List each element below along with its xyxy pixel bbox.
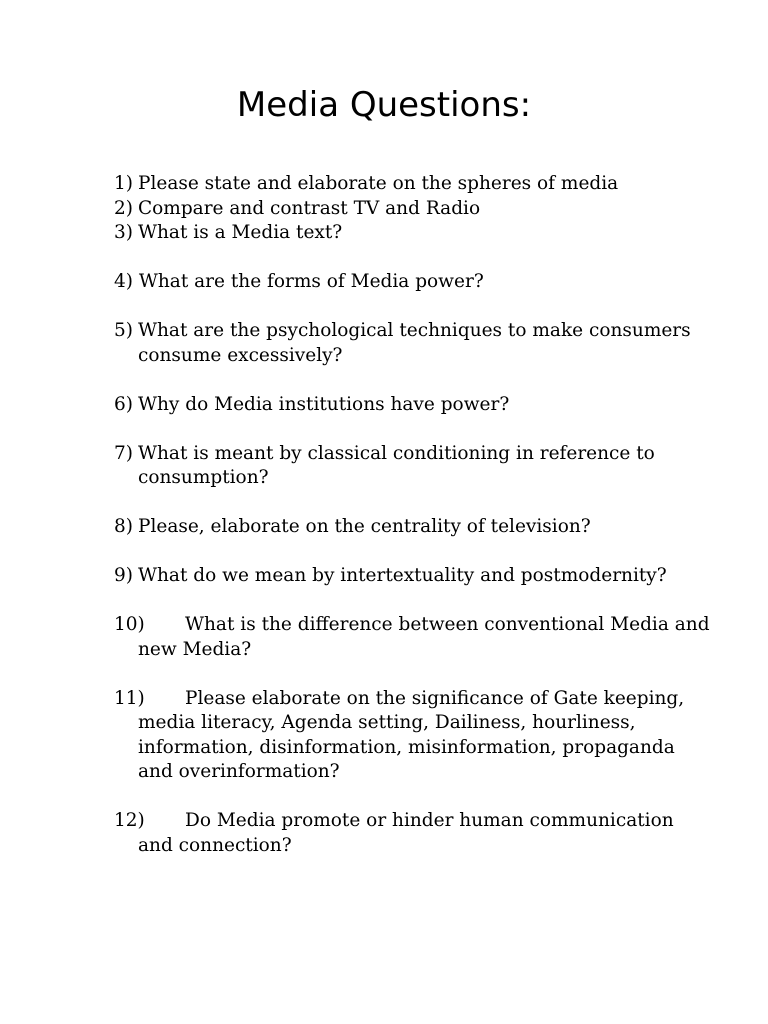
question-number: 3) xyxy=(114,222,133,243)
spacer xyxy=(114,491,714,516)
question-text: Compare and contrast TV and Radio xyxy=(138,197,481,219)
question-item-12 xyxy=(114,809,714,858)
question-list xyxy=(114,172,714,858)
question-number: 1) xyxy=(114,173,133,194)
question-text: Please, elaborate on the centrality of television? xyxy=(138,516,591,537)
question-text: Please elaborate on the significance of Gate keeping, media literacy, Agenda setting, Dailiness, hourliness, information, disinformation, misinformation, propaganda and overinformation? xyxy=(138,687,685,782)
spacer xyxy=(114,368,714,393)
question-item-2 xyxy=(114,197,714,222)
question-text: Do Media promote or hinder human communication and connection? xyxy=(138,810,674,856)
question-number: 8) xyxy=(114,516,133,537)
question-item-9 xyxy=(114,564,714,589)
question-number: 11) xyxy=(114,687,145,709)
question-text: What are the psychological techniques to make consumers consume excessively? xyxy=(138,320,691,366)
question-number: 10) xyxy=(114,614,145,635)
spacer xyxy=(114,662,714,687)
question-text: What is meant by classical conditioning in reference to consumption? xyxy=(138,442,655,488)
question-item-6 xyxy=(114,393,714,418)
spacer xyxy=(114,540,714,565)
question-text: Please state and elaborate on the spheres of media xyxy=(138,173,619,194)
spacer xyxy=(114,589,714,614)
question-number: 6) xyxy=(114,393,133,415)
question-item-10 xyxy=(114,613,714,662)
question-number: 4) xyxy=(114,271,133,292)
question-number: 12) xyxy=(114,810,145,831)
question-item-8 xyxy=(114,515,714,540)
question-item-3 xyxy=(114,221,714,246)
question-number: 7) xyxy=(114,442,133,464)
spacer xyxy=(114,785,714,810)
question-number: 9) xyxy=(114,565,133,586)
question-text: What do we mean by intertextuality and postmodernity? xyxy=(138,565,667,586)
spacer xyxy=(114,246,714,271)
question-item-7 xyxy=(114,442,714,491)
question-item-11 xyxy=(114,687,714,785)
question-item-1 xyxy=(114,172,714,197)
question-item-5 xyxy=(114,319,714,368)
question-text: What is the difference between conventional Media and new Media? xyxy=(138,614,710,660)
question-text: What are the forms of Media power? xyxy=(133,271,484,292)
page-title: Media Questions: xyxy=(236,85,532,125)
spacer xyxy=(114,417,714,442)
question-text: What is a Media text? xyxy=(138,222,343,243)
question-number: 2) xyxy=(114,197,133,219)
spacer xyxy=(114,295,714,320)
question-number: 5) xyxy=(114,320,133,341)
question-item-4 xyxy=(114,270,714,295)
question-text: Why do Media institutions have power? xyxy=(138,393,510,415)
